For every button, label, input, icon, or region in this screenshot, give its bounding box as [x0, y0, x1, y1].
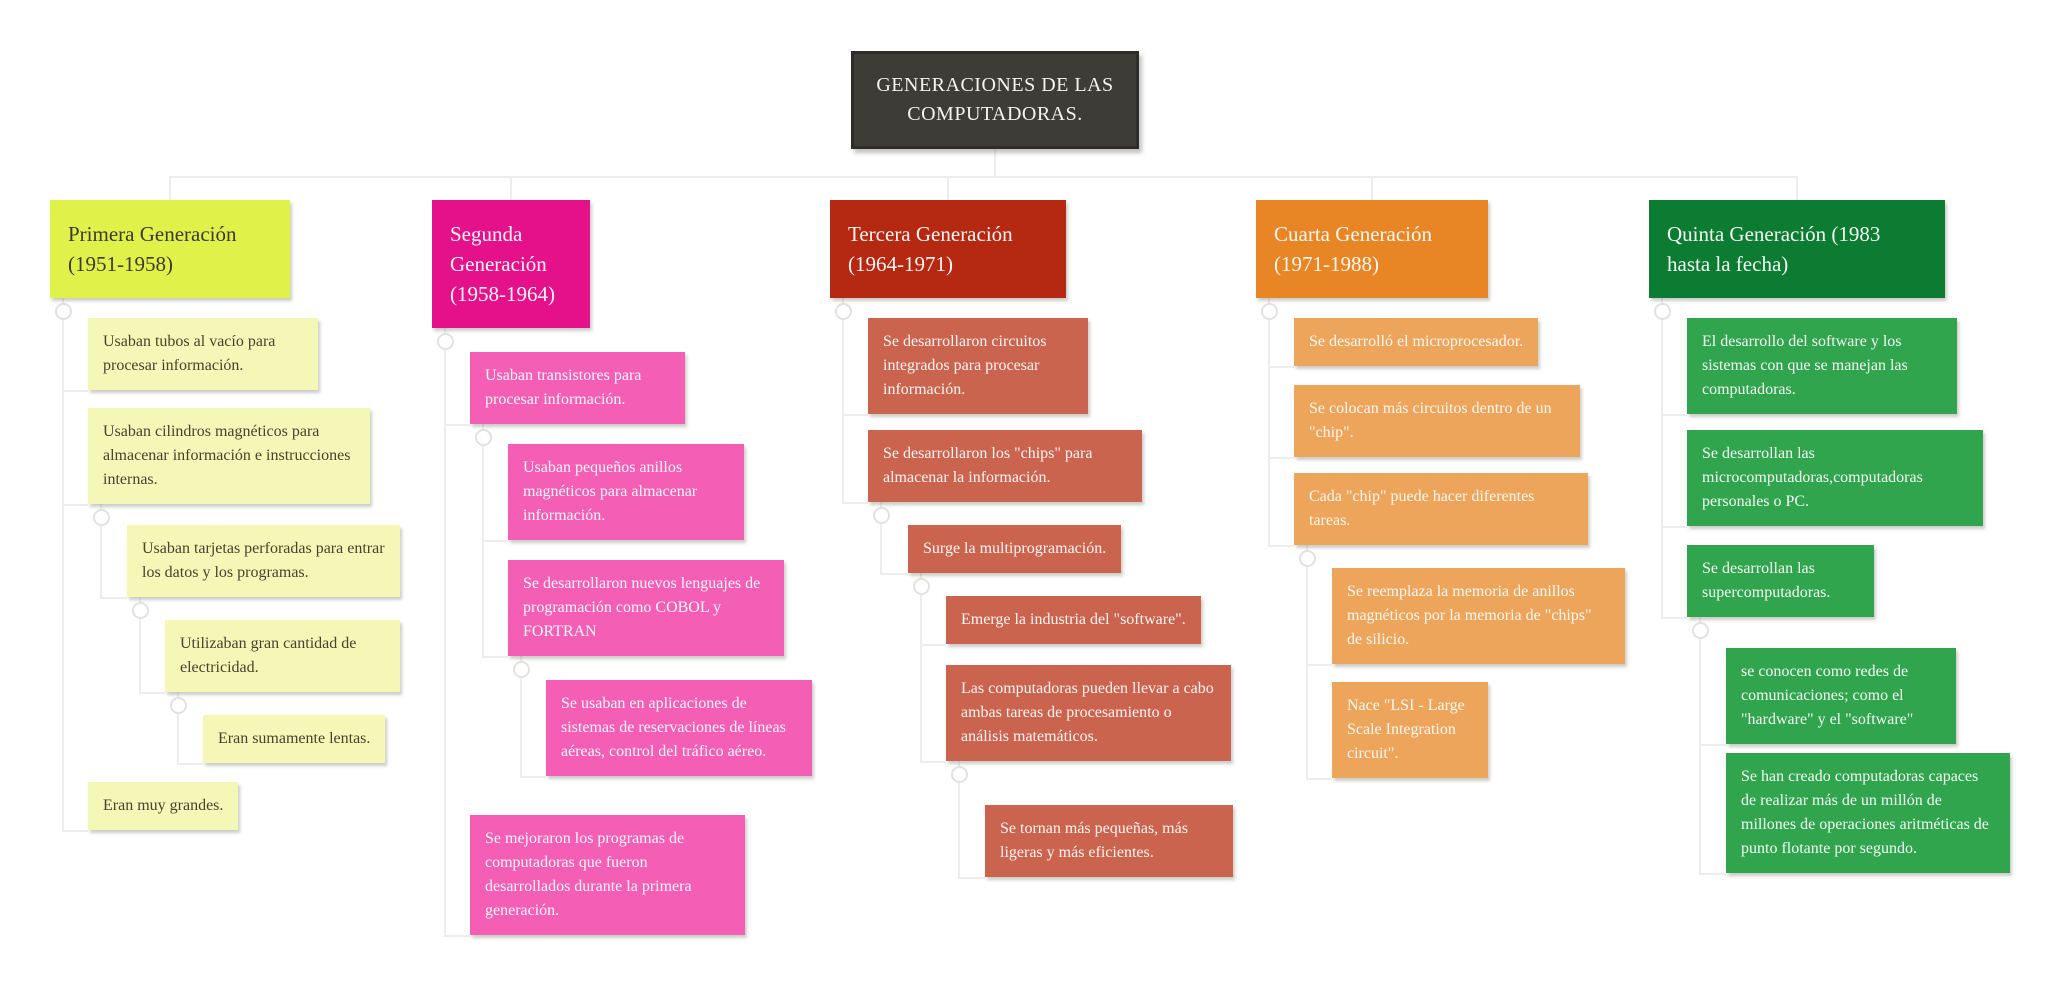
connector-dot: [475, 429, 492, 446]
connector-dot: [132, 602, 149, 619]
connector-line: [1662, 526, 1687, 528]
connector-dot: [1299, 550, 1316, 567]
connector-line: [63, 504, 88, 506]
connector-line: [169, 176, 171, 200]
connector-line: [510, 176, 512, 200]
connector-line: [921, 761, 946, 763]
node-primera-5[interactable]: Eran muy grandes.: [88, 782, 238, 830]
connector-line: [445, 935, 470, 937]
connector-line: [178, 763, 203, 765]
connector-line: [1661, 298, 1663, 619]
connector-line: [445, 424, 470, 426]
node-quinta-3[interactable]: se conocen como redes de comunicaciones; como el "hardware" y el "software": [1726, 648, 1956, 744]
connector-line: [521, 776, 546, 778]
connector-dot: [513, 661, 530, 678]
header-segunda-generacion[interactable]: Segunda Generación (1958-1964): [432, 200, 590, 328]
connector-line: [1796, 176, 1798, 200]
connector-dot: [437, 333, 454, 350]
node-quinta-2[interactable]: Se desarrollan las supercomputadoras.: [1687, 545, 1874, 617]
connector-line: [1306, 545, 1308, 780]
connector-line: [1699, 617, 1701, 875]
node-quinta-1[interactable]: Se desarrollan las microcomputadoras,computadoras personales o PC.: [1687, 430, 1983, 526]
node-cuarta-1[interactable]: Se colocan más circuitos dentro de un "chip".: [1294, 385, 1580, 457]
connector-line: [63, 390, 88, 392]
connector-line: [1269, 366, 1294, 368]
node-tercera-2[interactable]: Surge la multiprogramación.: [908, 525, 1121, 573]
connector-line: [959, 877, 985, 879]
connector-line: [843, 414, 868, 416]
node-tercera-5[interactable]: Se tornan más pequeñas, más ligeras y más eficientes.: [985, 805, 1233, 877]
connector-dot: [1261, 303, 1278, 320]
connector-line: [483, 656, 508, 658]
node-primera-3[interactable]: Utilizaban gran cantidad de electricidad.: [165, 620, 400, 692]
header-tercera-generacion[interactable]: Tercera Generación (1964-1971): [830, 200, 1066, 298]
node-tercera-0[interactable]: Se desarrollaron circuitos integrados para procesar información.: [868, 318, 1088, 414]
connector-line: [101, 597, 127, 599]
node-segunda-4[interactable]: Se mejoraron los programas de computadoras que fueron desarrollados durante la primera generación.: [470, 815, 745, 935]
node-cuarta-2[interactable]: Cada "chip" puede hacer diferentes tareas.: [1294, 473, 1588, 545]
node-tercera-3[interactable]: Emerge la industria del "software".: [946, 596, 1201, 644]
connector-line: [1662, 617, 1687, 619]
connector-line: [921, 644, 946, 646]
connector-line: [843, 502, 868, 504]
connector-line: [1269, 457, 1294, 459]
node-segunda-2[interactable]: Se desarrollaron nuevos lenguajes de programación como COBOL y FORTRAN: [508, 560, 784, 656]
node-quinta-4[interactable]: Se han creado computadoras capaces de realizar más de un millón de millones de operaciones aritméticas de punto flotante por segundo.: [1726, 753, 2010, 873]
connector-line: [947, 176, 949, 200]
connector-dot: [951, 766, 968, 783]
connector-dot: [913, 578, 930, 595]
node-primera-1[interactable]: Usaban cilindros magnéticos para almacenar información e instrucciones internas.: [88, 408, 370, 504]
connector-line: [1700, 873, 1726, 875]
connector-line: [63, 830, 88, 832]
node-primera-0[interactable]: Usaban tubos al vacío para procesar información.: [88, 318, 318, 390]
connector-line: [170, 176, 1797, 178]
node-quinta-0[interactable]: El desarrollo del software y los sistemas con que se manejan las computadoras.: [1687, 318, 1957, 414]
header-primera-generacion[interactable]: Primera Generación (1951-1958): [50, 200, 290, 298]
node-segunda-0[interactable]: Usaban transistores para procesar información.: [470, 352, 685, 424]
connector-line: [140, 692, 165, 694]
root-node-title[interactable]: GENERACIONES DE LAS COMPUTADORAS.: [851, 51, 1139, 149]
connector-line: [444, 328, 446, 937]
node-primera-2[interactable]: Usaban tarjetas perforadas para entrar los datos y los programas.: [127, 525, 400, 597]
connector-dot: [1692, 622, 1709, 639]
connector-line: [1307, 778, 1332, 780]
connector-line: [1371, 176, 1373, 200]
connector-dot: [55, 303, 72, 320]
node-segunda-3[interactable]: Se usaban en aplicaciones de sistemas de reservaciones de líneas aéreas, control del tráfico aéreo.: [546, 680, 812, 776]
header-cuarta-generacion[interactable]: Cuarta Generación (1971-1988): [1256, 200, 1488, 298]
node-tercera-4[interactable]: Las computadoras pueden llevar a cabo ambas tareas de procesamiento o análisis matemáticos.: [946, 665, 1231, 761]
connector-line: [881, 573, 908, 575]
connector-line: [62, 298, 64, 832]
connector-line: [842, 298, 844, 504]
connector-line: [1269, 545, 1294, 547]
node-cuarta-4[interactable]: Nace "LSI - Large Scale Integration circuit".: [1332, 682, 1488, 778]
connector-dot: [170, 697, 187, 714]
header-quinta-generacion[interactable]: Quinta Generación (1983 hasta la fecha): [1649, 200, 1945, 298]
connector-dot: [835, 303, 852, 320]
node-tercera-1[interactable]: Se desarrollaron los "chips" para almacenar la información.: [868, 430, 1142, 502]
node-cuarta-0[interactable]: Se desarrolló el microprocesador.: [1294, 318, 1538, 366]
connector-line: [1700, 744, 1726, 746]
connector-dot: [873, 507, 890, 524]
connector-line: [482, 424, 484, 658]
node-segunda-1[interactable]: Usaban pequeños anillos magnéticos para almacenar información.: [508, 444, 744, 540]
node-primera-4[interactable]: Eran sumamente lentas.: [203, 715, 385, 763]
connector-dot: [1654, 303, 1671, 320]
connector-dot: [93, 509, 110, 526]
connector-line: [994, 149, 996, 176]
connector-line: [1307, 664, 1332, 666]
connector-line: [920, 573, 922, 763]
node-cuarta-3[interactable]: Se reemplaza la memoria de anillos magnéticos por la memoria de "chips" de silicio.: [1332, 568, 1625, 664]
connector-line: [483, 540, 508, 542]
connector-line: [1268, 298, 1270, 547]
connector-line: [1662, 414, 1687, 416]
